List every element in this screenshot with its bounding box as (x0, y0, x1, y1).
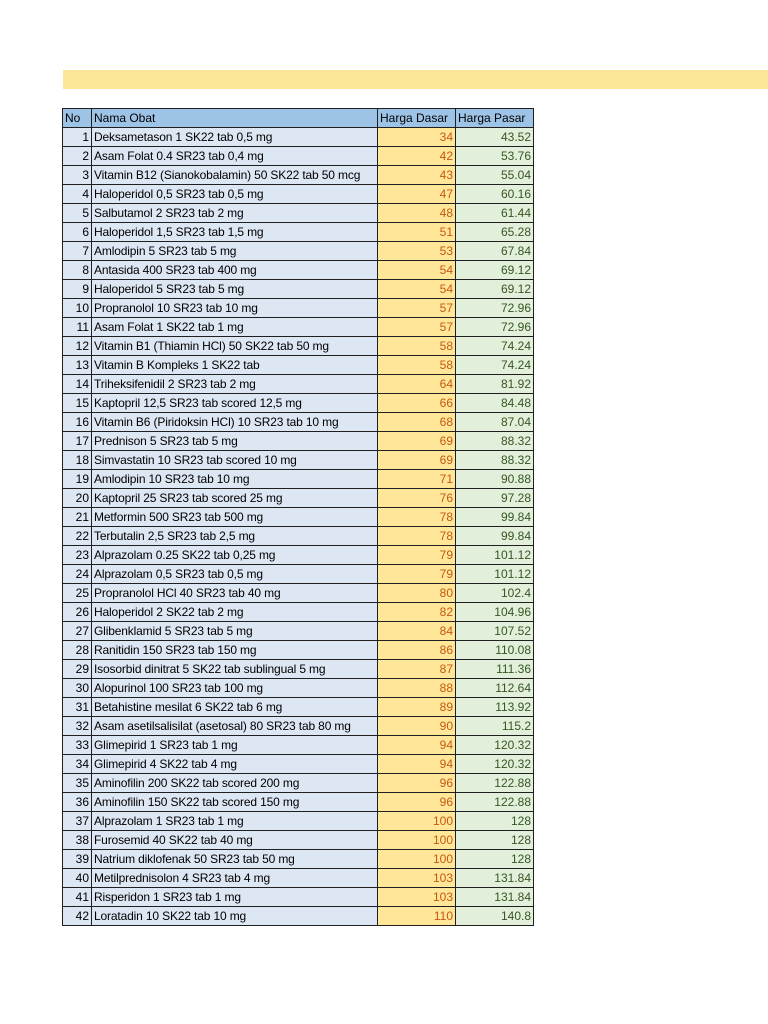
no-cell: 41 (63, 888, 92, 907)
drug-name-cell: Vitamin B Kompleks 1 SK22 tab (92, 356, 378, 375)
harga-dasar-cell: 71 (378, 470, 456, 489)
harga-pasar-cell: 102.4 (456, 584, 534, 603)
harga-dasar-cell: 100 (378, 850, 456, 869)
harga-pasar-cell: 55.04 (456, 166, 534, 185)
no-cell: 29 (63, 660, 92, 679)
table-row (63, 850, 534, 869)
harga-pasar-cell: 128 (456, 831, 534, 850)
harga-dasar-cell: 48 (378, 204, 456, 223)
drug-name-cell: Amlodipin 10 SR23 tab 10 mg (92, 470, 378, 489)
table-row (63, 888, 534, 907)
drug-name-cell: Propranolol HCl 40 SR23 tab 40 mg (92, 584, 378, 603)
drug-name-cell: Furosemid 40 SK22 tab 40 mg (92, 831, 378, 850)
no-cell: 2 (63, 147, 92, 166)
harga-dasar-cell: 54 (378, 261, 456, 280)
harga-pasar-cell: 87.04 (456, 413, 534, 432)
harga-dasar-cell: 53 (378, 242, 456, 261)
harga-pasar-cell: 128 (456, 850, 534, 869)
header-nama-obat: Nama Obat (92, 109, 378, 128)
table-row (63, 584, 534, 603)
table-row (63, 337, 534, 356)
header-no: No (63, 109, 92, 128)
table-row (63, 242, 534, 261)
harga-dasar-cell: 76 (378, 489, 456, 508)
harga-dasar-cell: 78 (378, 508, 456, 527)
harga-pasar-cell: 131.84 (456, 888, 534, 907)
harga-dasar-cell: 100 (378, 831, 456, 850)
table-row (63, 869, 534, 888)
drug-name-cell: Prednison 5 SR23 tab 5 mg (92, 432, 378, 451)
harga-dasar-cell: 69 (378, 432, 456, 451)
harga-pasar-cell: 99.84 (456, 527, 534, 546)
harga-pasar-cell: 122.88 (456, 774, 534, 793)
harga-dasar-cell: 84 (378, 622, 456, 641)
harga-dasar-cell: 103 (378, 869, 456, 888)
harga-pasar-cell: 69.12 (456, 261, 534, 280)
no-cell: 28 (63, 641, 92, 660)
harga-dasar-cell: 64 (378, 375, 456, 394)
no-cell: 5 (63, 204, 92, 223)
harga-dasar-cell: 68 (378, 413, 456, 432)
harga-pasar-cell: 122.88 (456, 793, 534, 812)
table-row (63, 717, 534, 736)
harga-pasar-cell: 113.92 (456, 698, 534, 717)
harga-pasar-cell: 128 (456, 812, 534, 831)
no-cell: 10 (63, 299, 92, 318)
table-row (63, 470, 534, 489)
harga-pasar-cell: 104.96 (456, 603, 534, 622)
header-harga-dasar: Harga Dasar (378, 109, 456, 128)
drug-name-cell: Antasida 400 SR23 tab 400 mg (92, 261, 378, 280)
no-cell: 42 (63, 907, 92, 926)
table-row (63, 166, 534, 185)
table-row (63, 679, 534, 698)
header-row (63, 109, 534, 128)
harga-dasar-cell: 94 (378, 755, 456, 774)
harga-pasar-cell: 101.12 (456, 565, 534, 584)
drug-name-cell: Haloperidol 1,5 SR23 tab 1,5 mg (92, 223, 378, 242)
table-row (63, 299, 534, 318)
harga-dasar-cell: 42 (378, 147, 456, 166)
harga-dasar-cell: 88 (378, 679, 456, 698)
harga-pasar-cell: 53.76 (456, 147, 534, 166)
harga-pasar-cell: 69.12 (456, 280, 534, 299)
drug-name-cell: Loratadin 10 SK22 tab 10 mg (92, 907, 378, 926)
harga-dasar-cell: 90 (378, 717, 456, 736)
drug-name-cell: Vitamin B6 (Piridoksin HCl) 10 SR23 tab 10 mg (92, 413, 378, 432)
no-cell: 40 (63, 869, 92, 888)
harga-pasar-cell: 60.16 (456, 185, 534, 204)
harga-pasar-cell: 131.84 (456, 869, 534, 888)
harga-dasar-cell: 47 (378, 185, 456, 204)
harga-pasar-cell: 43.52 (456, 128, 534, 147)
no-cell: 27 (63, 622, 92, 641)
harga-pasar-cell: 107.52 (456, 622, 534, 641)
drug-name-cell: Vitamin B12 (Sianokobalamin) 50 SK22 tab 50 mcg (92, 166, 378, 185)
no-cell: 12 (63, 337, 92, 356)
drug-name-cell: Terbutalin 2,5 SR23 tab 2,5 mg (92, 527, 378, 546)
harga-dasar-cell: 58 (378, 337, 456, 356)
table-row (63, 394, 534, 413)
table-row (63, 907, 534, 926)
harga-dasar-cell: 96 (378, 774, 456, 793)
no-cell: 15 (63, 394, 92, 413)
harga-pasar-cell: 90.88 (456, 470, 534, 489)
harga-pasar-cell: 120.32 (456, 736, 534, 755)
drug-name-cell: Glibenklamid 5 SR23 tab 5 mg (92, 622, 378, 641)
no-cell: 18 (63, 451, 92, 470)
harga-pasar-cell: 99.84 (456, 508, 534, 527)
table-row (63, 622, 534, 641)
drug-name-cell: Alprazolam 1 SR23 tab 1 mg (92, 812, 378, 831)
drug-name-cell: Alopurinol 100 SR23 tab 100 mg (92, 679, 378, 698)
harga-dasar-cell: 79 (378, 565, 456, 584)
drug-name-cell: Asam asetilsalisilat (asetosal) 80 SR23 tab 80 mg (92, 717, 378, 736)
harga-dasar-cell: 54 (378, 280, 456, 299)
no-cell: 36 (63, 793, 92, 812)
table-row (63, 641, 534, 660)
harga-pasar-cell: 72.96 (456, 318, 534, 337)
no-cell: 25 (63, 584, 92, 603)
harga-dasar-cell: 110 (378, 907, 456, 926)
harga-pasar-cell: 120.32 (456, 755, 534, 774)
table-row (63, 793, 534, 812)
no-cell: 20 (63, 489, 92, 508)
table-row (63, 223, 534, 242)
harga-dasar-cell: 78 (378, 527, 456, 546)
no-cell: 11 (63, 318, 92, 337)
harga-pasar-cell: 88.32 (456, 432, 534, 451)
drug-name-cell: Aminofilin 150 SK22 tab scored 150 mg (92, 793, 378, 812)
no-cell: 38 (63, 831, 92, 850)
harga-dasar-cell: 86 (378, 641, 456, 660)
price-table (62, 108, 534, 926)
table-row (63, 413, 534, 432)
harga-pasar-cell: 101.12 (456, 546, 534, 565)
table-row (63, 831, 534, 850)
harga-pasar-cell: 111.36 (456, 660, 534, 679)
table-row (63, 318, 534, 337)
drug-name-cell: Asam Folat 0.4 SR23 tab 0,4 mg (92, 147, 378, 166)
no-cell: 30 (63, 679, 92, 698)
harga-pasar-cell: 110.08 (456, 641, 534, 660)
no-cell: 14 (63, 375, 92, 394)
drug-name-cell: Deksametason 1 SK22 tab 0,5 mg (92, 128, 378, 147)
harga-dasar-cell: 80 (378, 584, 456, 603)
harga-dasar-cell: 57 (378, 299, 456, 318)
drug-name-cell: Ranitidin 150 SR23 tab 150 mg (92, 641, 378, 660)
no-cell: 26 (63, 603, 92, 622)
table-row (63, 147, 534, 166)
harga-pasar-cell: 67.84 (456, 242, 534, 261)
no-cell: 17 (63, 432, 92, 451)
drug-name-cell: Isosorbid dinitrat 5 SK22 tab sublingual 5 mg (92, 660, 378, 679)
drug-name-cell: Aminofilin 200 SK22 tab scored 200 mg (92, 774, 378, 793)
table-row (63, 489, 534, 508)
drug-name-cell: Haloperidol 0,5 SR23 tab 0,5 mg (92, 185, 378, 204)
table-row (63, 774, 534, 793)
table-row (63, 546, 534, 565)
drug-name-cell: Haloperidol 2 SK22 tab 2 mg (92, 603, 378, 622)
table-row (63, 698, 534, 717)
no-cell: 4 (63, 185, 92, 204)
harga-dasar-cell: 87 (378, 660, 456, 679)
drug-name-cell: Asam Folat 1 SK22 tab 1 mg (92, 318, 378, 337)
no-cell: 9 (63, 280, 92, 299)
title-band (63, 70, 768, 89)
harga-dasar-cell: 79 (378, 546, 456, 565)
harga-dasar-cell: 34 (378, 128, 456, 147)
drug-name-cell: Alprazolam 0.25 SK22 tab 0,25 mg (92, 546, 378, 565)
harga-dasar-cell: 89 (378, 698, 456, 717)
drug-name-cell: Simvastatin 10 SR23 tab scored 10 mg (92, 451, 378, 470)
harga-pasar-cell: 81.92 (456, 375, 534, 394)
no-cell: 1 (63, 128, 92, 147)
harga-dasar-cell: 82 (378, 603, 456, 622)
no-cell: 7 (63, 242, 92, 261)
drug-name-cell: Glimepirid 4 SK22 tab 4 mg (92, 755, 378, 774)
harga-dasar-cell: 100 (378, 812, 456, 831)
table-row (63, 451, 534, 470)
harga-dasar-cell: 103 (378, 888, 456, 907)
harga-pasar-cell: 74.24 (456, 356, 534, 375)
drug-name-cell: Risperidon 1 SR23 tab 1 mg (92, 888, 378, 907)
no-cell: 24 (63, 565, 92, 584)
table-row (63, 185, 534, 204)
harga-dasar-cell: 57 (378, 318, 456, 337)
table-row (63, 565, 534, 584)
no-cell: 34 (63, 755, 92, 774)
no-cell: 21 (63, 508, 92, 527)
table-row (63, 812, 534, 831)
table-row (63, 603, 534, 622)
drug-name-cell: Kaptopril 25 SR23 tab scored 25 mg (92, 489, 378, 508)
drug-name-cell: Betahistine mesilat 6 SK22 tab 6 mg (92, 698, 378, 717)
no-cell: 13 (63, 356, 92, 375)
table-row (63, 736, 534, 755)
no-cell: 35 (63, 774, 92, 793)
drug-name-cell: Metilprednisolon 4 SR23 tab 4 mg (92, 869, 378, 888)
harga-pasar-cell: 84.48 (456, 394, 534, 413)
drug-name-cell: Alprazolam 0,5 SR23 tab 0,5 mg (92, 565, 378, 584)
drug-name-cell: Natrium diklofenak 50 SR23 tab 50 mg (92, 850, 378, 869)
drug-name-cell: Haloperidol 5 SR23 tab 5 mg (92, 280, 378, 299)
table-row (63, 280, 534, 299)
harga-dasar-cell: 51 (378, 223, 456, 242)
harga-pasar-cell: 115.2 (456, 717, 534, 736)
no-cell: 32 (63, 717, 92, 736)
table-row (63, 527, 534, 546)
harga-pasar-cell: 97.28 (456, 489, 534, 508)
no-cell: 19 (63, 470, 92, 489)
harga-dasar-cell: 96 (378, 793, 456, 812)
harga-pasar-cell: 72.96 (456, 299, 534, 318)
no-cell: 33 (63, 736, 92, 755)
no-cell: 39 (63, 850, 92, 869)
no-cell: 16 (63, 413, 92, 432)
drug-name-cell: Propranolol 10 SR23 tab 10 mg (92, 299, 378, 318)
harga-dasar-cell: 69 (378, 451, 456, 470)
header-harga-pasar: Harga Pasar (456, 109, 534, 128)
table-row (63, 375, 534, 394)
table-row (63, 356, 534, 375)
table-row (63, 261, 534, 280)
harga-dasar-cell: 43 (378, 166, 456, 185)
harga-dasar-cell: 66 (378, 394, 456, 413)
drug-name-cell: Triheksifenidil 2 SR23 tab 2 mg (92, 375, 378, 394)
no-cell: 22 (63, 527, 92, 546)
table-row (63, 204, 534, 223)
drug-name-cell: Vitamin B1 (Thiamin HCl) 50 SK22 tab 50 mg (92, 337, 378, 356)
table-row (63, 128, 534, 147)
table-row (63, 660, 534, 679)
drug-name-cell: Metformin 500 SR23 tab 500 mg (92, 508, 378, 527)
table-row (63, 432, 534, 451)
table-row (63, 755, 534, 774)
harga-pasar-cell: 61.44 (456, 204, 534, 223)
table-row (63, 508, 534, 527)
no-cell: 8 (63, 261, 92, 280)
harga-dasar-cell: 94 (378, 736, 456, 755)
no-cell: 6 (63, 223, 92, 242)
no-cell: 3 (63, 166, 92, 185)
drug-name-cell: Salbutamol 2 SR23 tab 2 mg (92, 204, 378, 223)
drug-name-cell: Glimepirid 1 SR23 tab 1 mg (92, 736, 378, 755)
drug-name-cell: Kaptopril 12,5 SR23 tab scored 12,5 mg (92, 394, 378, 413)
harga-pasar-cell: 74.24 (456, 337, 534, 356)
drug-name-cell: Amlodipin 5 SR23 tab 5 mg (92, 242, 378, 261)
harga-pasar-cell: 88.32 (456, 451, 534, 470)
no-cell: 23 (63, 546, 92, 565)
no-cell: 31 (63, 698, 92, 717)
harga-pasar-cell: 65.28 (456, 223, 534, 242)
harga-dasar-cell: 58 (378, 356, 456, 375)
harga-pasar-cell: 140.8 (456, 907, 534, 926)
no-cell: 37 (63, 812, 92, 831)
harga-pasar-cell: 112.64 (456, 679, 534, 698)
